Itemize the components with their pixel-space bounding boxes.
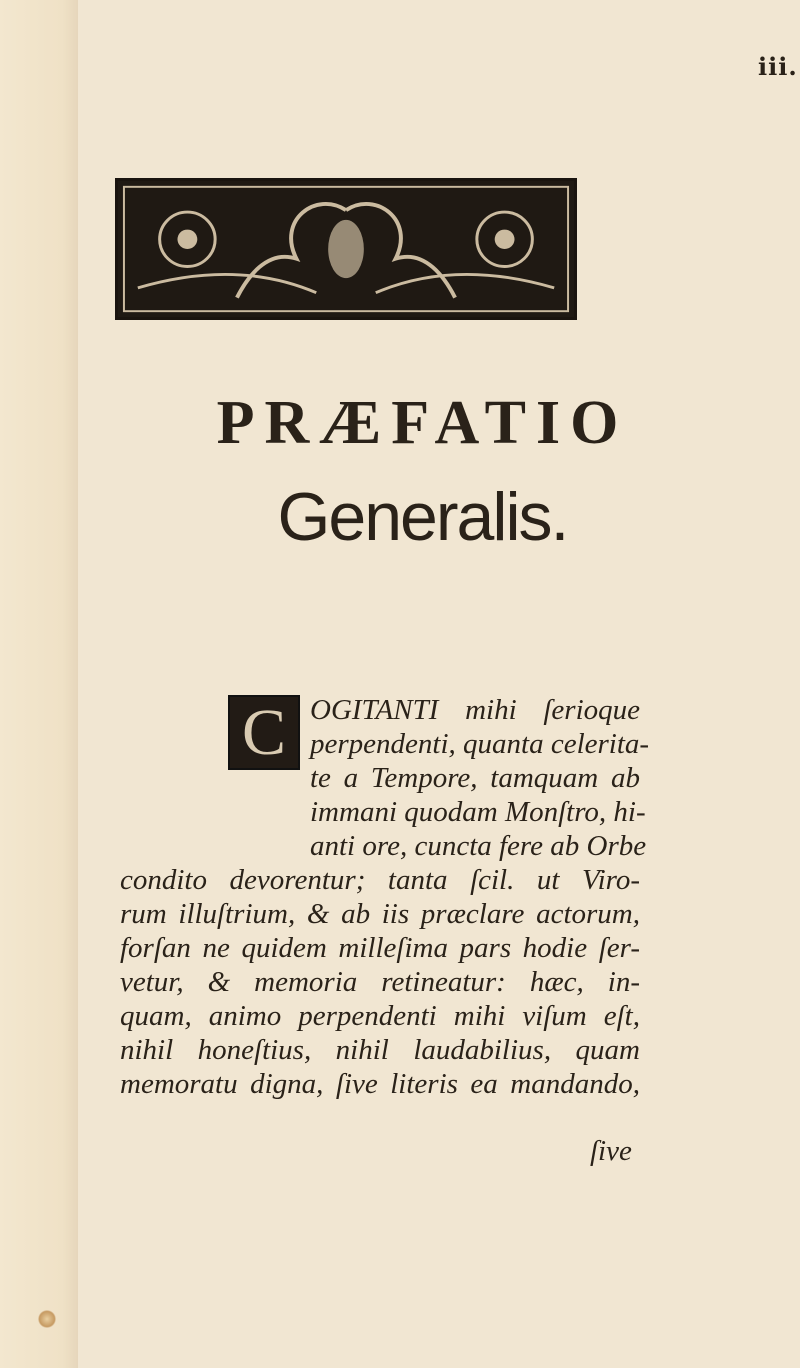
- decorated-initial: C: [228, 695, 300, 770]
- text-line: nihil honeſtius, nihil laudabilius, quam: [120, 1034, 640, 1066]
- preface-subtitle: Generalis.: [277, 479, 568, 555]
- text-line: immani quodam Monſtro, hi-: [310, 796, 646, 828]
- page-gutter-edge: [0, 0, 78, 1368]
- ornamental-headpiece: [115, 178, 577, 320]
- text-line: memoratu digna, ſive literis ea mandando,: [120, 1068, 640, 1100]
- preface-title: PRÆFATIO: [216, 389, 629, 457]
- text-line: OGITANTI mihi ſerioque: [310, 694, 640, 726]
- page-number: iii.: [758, 52, 798, 81]
- text-line: perpendenti, quanta celerita-: [310, 728, 650, 760]
- text-line: te a Tempore, tamquam ab: [310, 762, 640, 794]
- paper-stain: [38, 1310, 56, 1328]
- text-line: condito devorentur; tanta ſcil. ut Viro-: [120, 864, 640, 896]
- catchword: ſive: [590, 1135, 632, 1167]
- text-line: anti ore, cuncta fere ab Orbe: [310, 830, 647, 862]
- text-line: forſan ne quidem milleſima pars hodie ſer-: [120, 932, 640, 964]
- text-line: rum illuſtrium, & ab iis præclare actorum,: [120, 898, 640, 930]
- text-line: vetur, & memoria retineatur: hæc, in-: [120, 966, 640, 998]
- text-line: quam, animo perpendenti mihi viſum eſt,: [120, 1000, 640, 1032]
